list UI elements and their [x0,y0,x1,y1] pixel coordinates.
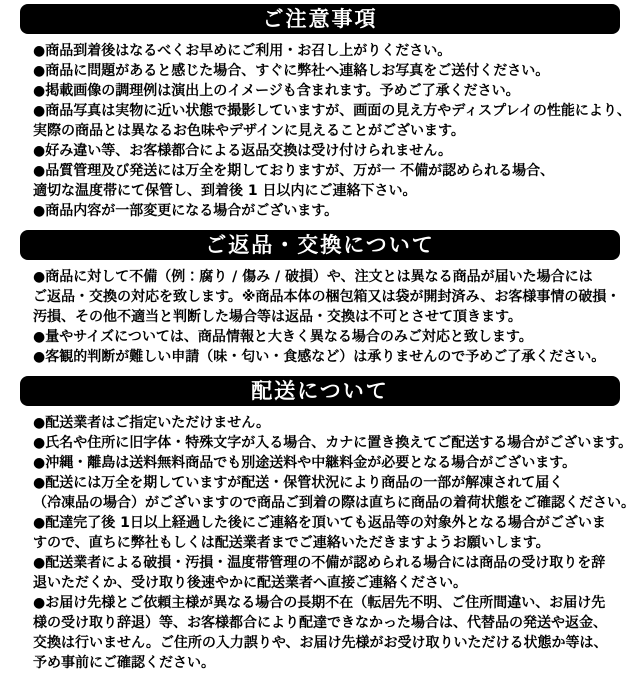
notice-line: ●商品到着後はなるべくお早めにご利用・お召し上がりください。 [33,43,452,59]
notice-line: すので、直ちに弊社もしくは配送業者までご連絡いただきますようお願いします。 [33,535,550,551]
notice-line: ●配送業者はご指定いただけません。 [33,415,271,431]
notice-line: ●配送業者による破損・汚損・温度帯管理の不備が認められる場合には商品の受け取りを辞 [33,555,606,571]
notice-line: 予め事前にご確認ください。 [33,655,215,671]
notice-line: ●量やサイズについては、商品情報と大きく異なる場合のみご対応と致します。 [33,329,533,345]
notice-line: 退いただくか、受け取り後速やかに配送業者へ直接ご連絡ください。 [33,575,467,591]
notice-line: ●好み違い等、お客様都合による返品交換は受け付けられません。 [33,143,453,159]
notice-line: 汚損、その他不適当と判断した場合等は返品・交換は不可とさせて頂きます。 [33,309,522,325]
section-returns-exchange [20,230,620,367]
notice-line: ●お届け先様とご依頼主様が異なる場合の長期不在（転居先不明、ご住所間違い、お届け先 [33,595,606,611]
section-header-precautions: ご注意事項 [20,4,620,34]
notice-line: ●客観的判断が難しい申請（味・匂い・食感など）は承りませんので予めご了承ください。 [33,349,606,365]
section-shipping [20,376,635,673]
section-body-shipping [33,413,635,673]
notice-line: 実際の商品とは異なるお色味やデザインに見えることがございます。 [33,123,465,139]
notice-line: 様の受け取り辞退）等、お客様都合により配達できなかった場合は、代替品の発送や返金、 [33,615,607,631]
notice-line: ●掲載画像の調理例は演出上のイメージも含まれます。予めご了承ください。 [33,83,520,99]
section-body-precautions [33,41,631,221]
section-body-returns-exchange [33,267,620,367]
notice-line: （冷凍品の場合）がございますので商品ご到着の際は直ちに商品の着荷状態をご確認ください。 [33,495,635,511]
notice-line: ●配送には万全を期していますが配送・保管状況により商品の一部が解凍されて届く [33,475,564,491]
notice-line: ご返品・交換の対応を致します。※商品本体の梱包箱又は袋が開封済み、お客様事情の破損・ [33,289,621,305]
section-header-shipping: 配送について [20,376,620,406]
notice-line: ●氏名や住所に旧字体・特殊文字が入る場合、カナに置き換えてご配送する場合がございます。 [33,435,633,451]
section-header-returns-exchange: ご返品・交換について [20,230,620,260]
notice-line: ●沖縄・離島は送料無料商品でも別途送料や中継料金が必要となる場合がございます。 [33,455,577,471]
notice-line: ●商品写真は実物に近い状態で撮影していますが、画面の見え方やディスプレイの性能により、 [33,103,631,119]
notice-line: ●商品に問題があると感じた場合、すぐに弊社へ連絡しお写真をご送付ください。 [33,63,550,79]
notice-line: 適切な温度帯にて保管し、到着後 1 日以内にご連絡下さい。 [33,183,417,199]
notice-line: ●商品内容が一部変更になる場合がございます。 [33,203,339,219]
notice-line: 交換は行いません。ご住所の入力誤りや、お届け先様がお受け取りいただける状態か等は、 [33,635,608,651]
notice-line: ●商品に対して不備（例：腐り / 傷み / 破損）や、注文とは異なる商品が届いた場合には [33,269,593,285]
notice-line: ●品質管理及び発送には万全を期しておりますが、万が一 不備が認められる場合、 [33,163,555,179]
notice-line: ●配達完了後 1日以上経過した後にご連絡を頂いても返品等の対象外となる場合がございま [33,515,606,531]
section-precautions [20,4,631,221]
